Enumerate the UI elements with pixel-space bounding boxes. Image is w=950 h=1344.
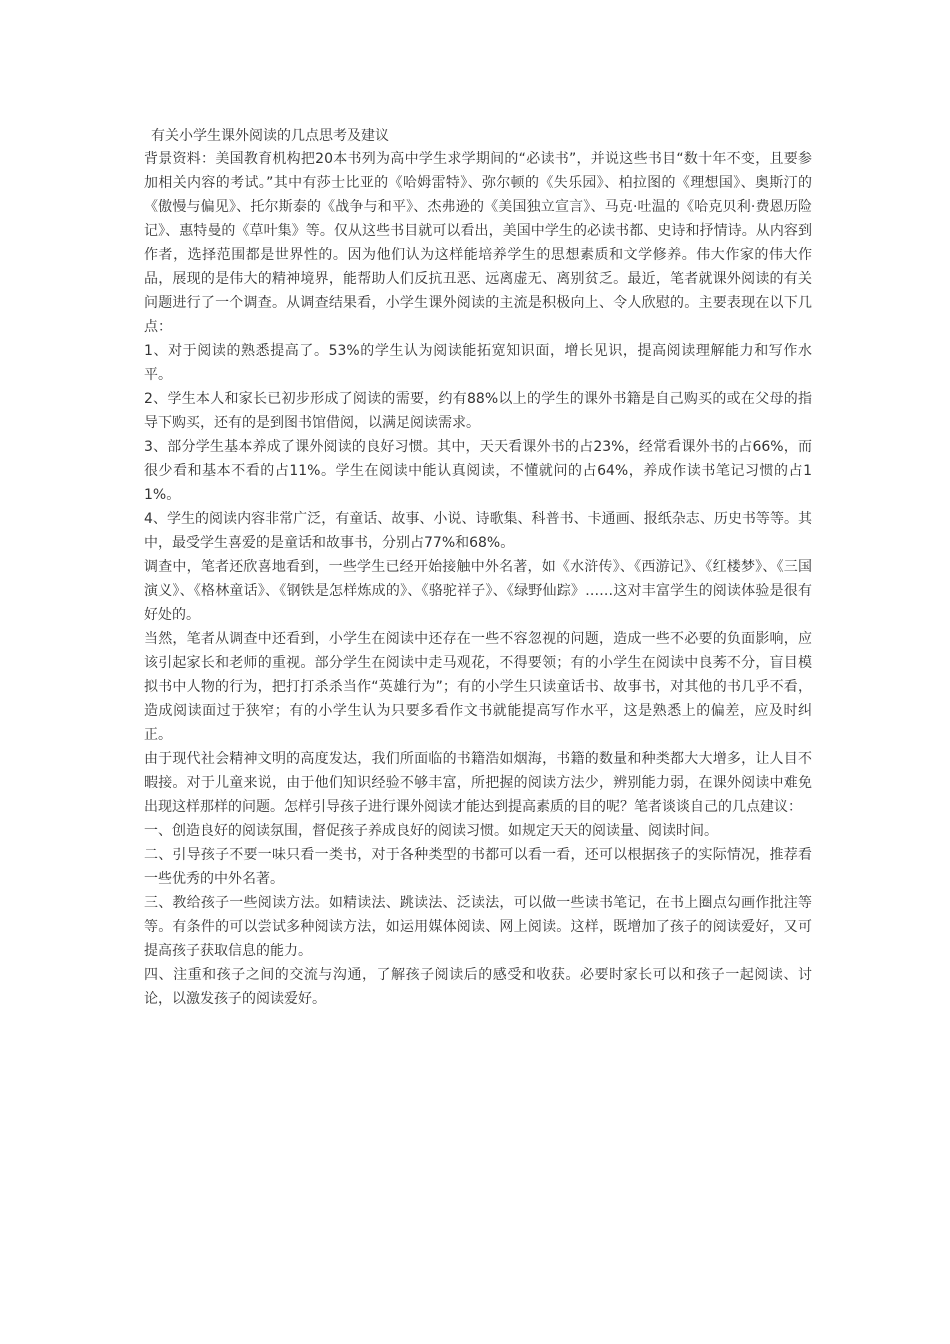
finding-3-paragraph: 3、部分学生基本养成了课外阅读的良好习惯。其中，天天看课外书的占23%，经常看课外书的占66%，而很少看和基本不看的占11%。学生在阅读中能认真阅读，不懂就问的占64%，养成作读书笔记习惯的占11%。 — [144, 439, 812, 503]
finding-2-paragraph: 2、学生本人和家长已初步形成了阅读的需要，约有88%以上的学生的课外书籍是自己购买的或在父母的指导下购买，还有的是到图书馆借阅，以满足阅读需求。 — [144, 391, 812, 431]
suggestion-1-paragraph: 一、创造良好的阅读氛围，督促孩子养成良好的阅读习惯。如规定天天的阅读量、阅读时间。 — [144, 823, 718, 839]
context-paragraph: 由于现代社会精神文明的高度发达，我们所面临的书籍浩如烟海，书籍的数量和种类都大大增多，让人目不暇接。对于儿童来说，由于他们知识经验不够丰富，所把握的阅读方法少，辨别能力弱，在课外阅读中难免出现这样那样的问题。怎样引导孩子进行课外阅读才能达到提高素质的目的呢？笔者谈谈自己的几点建议： — [144, 751, 812, 815]
finding-4-paragraph: 4、学生的阅读内容非常广泛，有童话、故事、小说、诗歌集、科普书、卡通画、报纸杂志、历史书等等。其中，最受学生喜爱的是童话和故事书，分别占77%和68%。 — [144, 511, 812, 551]
classics-paragraph: 调查中，笔者还欣喜地看到，一些学生已经开始接触中外名著，如《水浒传》、《西游记》、《红楼梦》、《三国演义》、《格林童话》、《钢铁是怎样炼成的》、《骆驼祥子》、《绿野仙踪》……这对丰富学生的阅读体验是很有好处的。 — [144, 559, 812, 623]
suggestion-3-paragraph: 三、教给孩子一些阅读方法。如精读法、跳读法、泛读法，可以做一些读书笔记，在书上圈点勾画作批注等等。有条件的可以尝试多种阅读方法，如运用媒体阅读、网上阅读。这样，既增加了孩子的阅读爱好，又可提高孩子获取信息的能力。 — [144, 895, 812, 959]
finding-1-paragraph: 1、对于阅读的熟悉提高了。53%的学生认为阅读能拓宽知识面，增长见识，提高阅读理解能力和写作水平。 — [144, 343, 812, 383]
problems-paragraph: 当然，笔者从调查中还看到，小学生在阅读中还存在一些不容忽视的问题，造成一些不必要的负面影响，应该引起家长和老师的重视。部分学生在阅读中走马观花，不得要领；有的小学生在阅读中良莠不分，盲目模拟书中人物的行为，把打打杀杀当作“英雄行为”；有的小学生只读童话书、故事书，对其他的书几乎不看，造成阅读面过于狭窄；有的小学生认为只要多看作文书就能提高写作水平，这是熟悉上的偏差，应及时纠正。 — [144, 631, 812, 743]
suggestion-2-paragraph: 二、引导孩子不要一味只看一类书，对于各种类型的书都可以看一看，还可以根据孩子的实际情况，推荐看一些优秀的中外名著。 — [144, 847, 812, 887]
suggestion-4-paragraph: 四、注重和孩子之间的交流与沟通，了解孩子阅读后的感受和收获。必要时家长可以和孩子一起阅读、讨论，以激发孩子的阅读爱好。 — [144, 967, 812, 1007]
document-body — [144, 125, 812, 1011]
background-paragraph: 背景资料：美国教育机构把20本书列为高中学生求学期间的“必读书”，并说这些书目“数十年不变，且要参加相关内容的考试。”其中有莎士比亚的《哈姆雷特》、弥尔顿的《失乐园》、柏拉图的《理想国》、奥斯汀的《傲慢与偏见》、托尔斯泰的《战争与和平》、杰弗逊的《美国独立宣言》、马克·吐温的《哈克贝利·费恩历险记》、惠特曼的《草叶集》等。仅从这些书目就可以看出，美国中学生的必读书都、史诗和抒情诗。从内容到作者，选择范围都是世界性的。因为他们认为这样能培养学生的思想素质和文学修养。伟大作家的伟大作品，展现的是伟大的精神境界，能帮助人们反抗丑恶、远离虚无、离别贫乏。最近，笔者就课外阅读的有关问题进行了一个调查。从调查结果看，小学生课外阅读的主流是积极向上、令人欣慰的。主要表现在以下几点： — [144, 151, 812, 335]
document-title: 有关小学生课外阅读的几点思考及建议 — [151, 128, 389, 144]
